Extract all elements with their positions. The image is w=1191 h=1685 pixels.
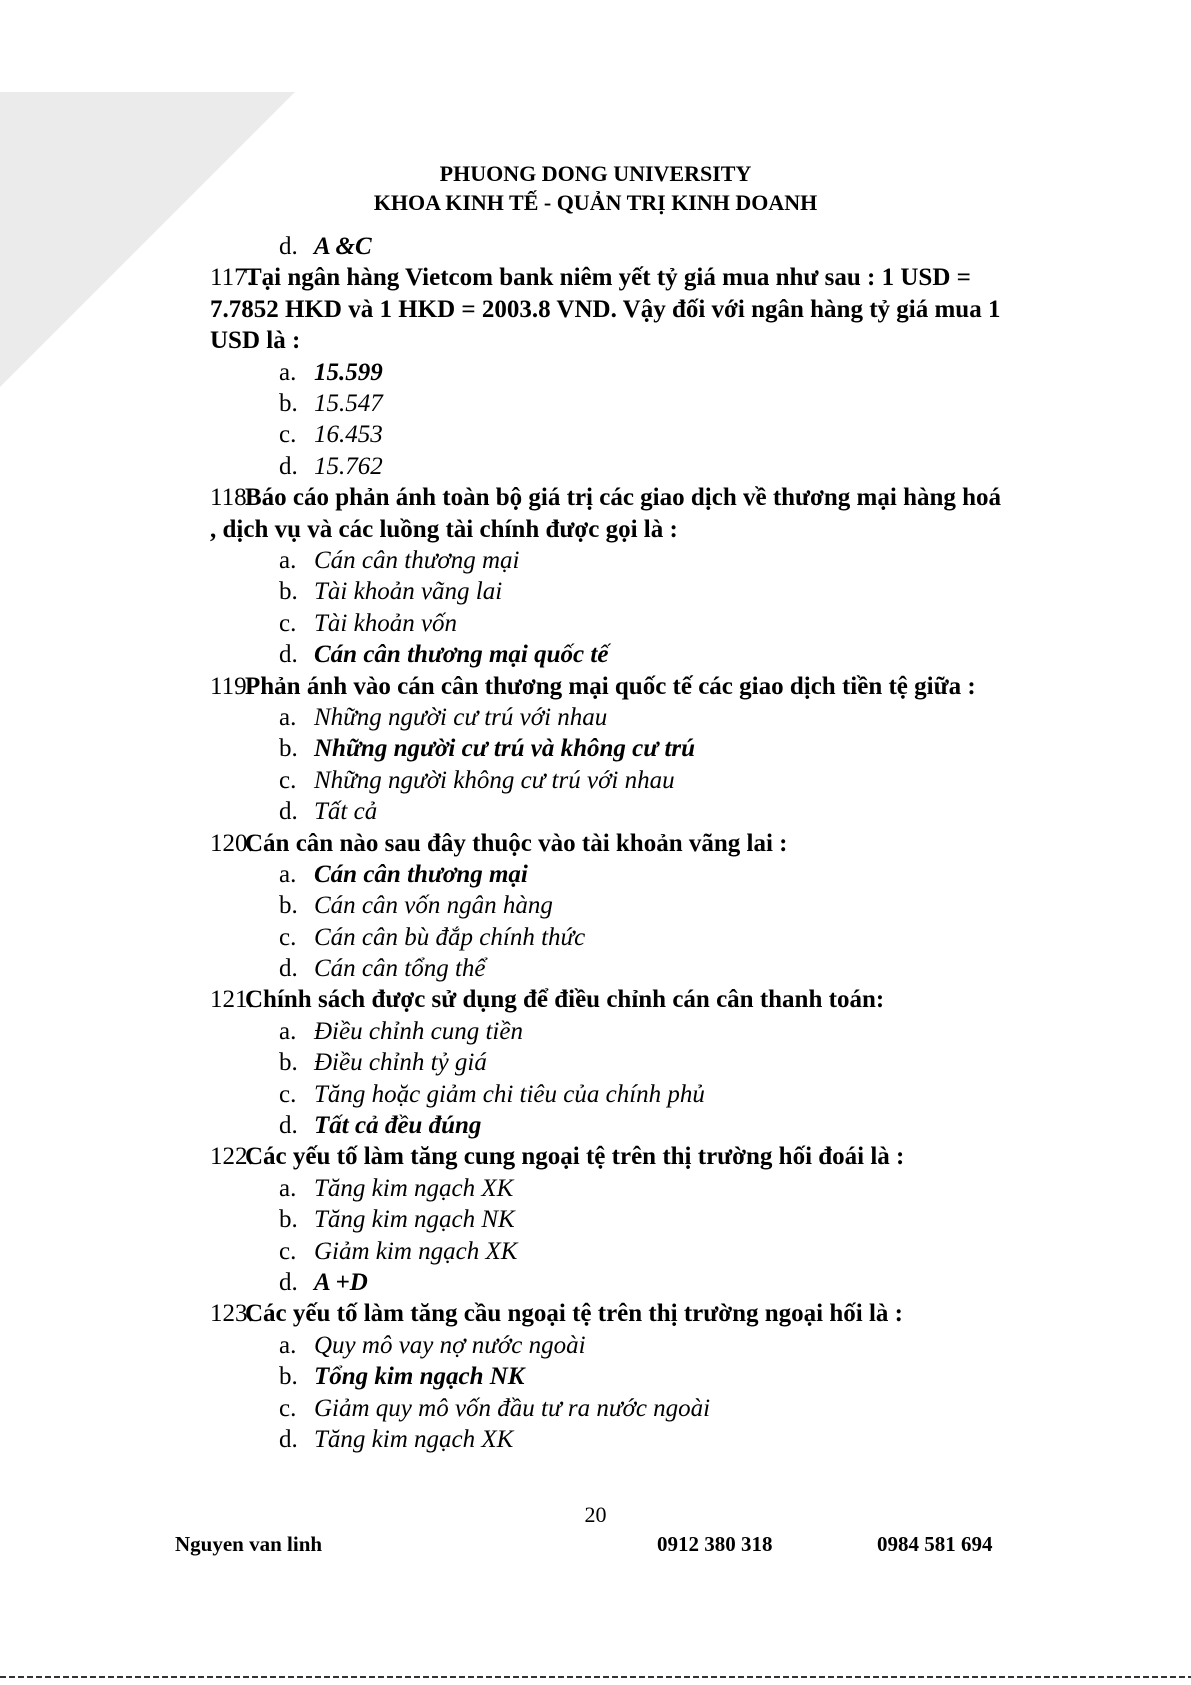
option-letter: a. — [279, 1331, 297, 1359]
question-number: 122. — [210, 1143, 254, 1171]
question-item — [0, 1298, 1005, 1329]
question-text: Các yếu tố làm tăng cầu ngoại tệ trên thị trường ngoại hối là : — [245, 1300, 903, 1328]
answer-option — [0, 796, 1191, 827]
option-text: Tăng kim ngạch NK — [314, 1206, 515, 1234]
answer-option — [0, 1393, 1191, 1424]
option-letter: a. — [279, 546, 297, 574]
question-item — [0, 671, 1005, 702]
option-text: Cán cân thương mại — [314, 546, 520, 574]
question-item — [0, 262, 1005, 356]
faculty-name: KHOA KINH TẾ - QUẢN TRỊ KINH DOANH — [373, 190, 818, 215]
option-letter: d. — [279, 641, 298, 669]
answer-option — [0, 1361, 1191, 1392]
option-letter: a. — [279, 860, 297, 888]
question-text: Phản ánh vào cán cân thương mại quốc tế các giao dịch tiền tệ giữa : — [245, 672, 976, 700]
answer-option — [0, 859, 1191, 890]
option-text: Cán cân thương mại — [314, 860, 528, 888]
option-text: Cán cân bù đắp chính thức — [314, 923, 586, 951]
option-text: 15.547 — [314, 390, 383, 417]
option-letter: c. — [279, 1080, 297, 1108]
option-letter: d. — [279, 1426, 298, 1453]
option-text: Những người cư trú và không cư trú — [314, 735, 696, 763]
option-text: A +D — [314, 1269, 368, 1297]
question-number: 120. — [210, 829, 254, 857]
answer-option — [0, 608, 1191, 639]
option-text: 16.453 — [314, 421, 383, 449]
question-text: Các yếu tố làm tăng cung ngoại tệ trên thị trường hối đoái là : — [245, 1143, 905, 1171]
option-text: Cán cân tổng thể — [314, 955, 486, 983]
option-letter: c. — [279, 766, 297, 794]
question-text: Tại ngân hàng Vietcom bank niêm yết tỷ giá mua như sau : 1 USD = 7.7852 HKD và 1 HKD = 2003.8 VND. Vậy đối với ngân hàng tỷ giá mua 1 USD là : — [210, 264, 1001, 355]
answer-option — [0, 545, 1191, 576]
option-letter: c. — [279, 923, 297, 951]
answer-option — [0, 1079, 1191, 1110]
answer-option — [0, 1267, 1191, 1298]
answer-option — [0, 1424, 1191, 1455]
option-letter: d. — [279, 955, 298, 983]
option-text: Cán cân thương mại quốc tế — [314, 641, 609, 669]
option-letter: c. — [279, 421, 297, 449]
answer-option — [0, 733, 1191, 764]
question-text: Báo cáo phản ánh toàn bộ giá trị các giao dịch về thương mại hàng hoá , dịch vụ và các luồng tài chính được gọi là : — [210, 484, 1002, 543]
option-text: Những người không cư trú với nhau — [314, 766, 675, 794]
option-letter: c. — [279, 609, 297, 637]
option-letter: b. — [279, 1049, 298, 1077]
option-text: Tăng hoặc giảm chi tiêu của chính phủ — [314, 1080, 705, 1108]
option-letter: b. — [279, 892, 298, 920]
answer-option — [0, 1047, 1191, 1078]
option-letter: d. — [279, 1112, 298, 1140]
question-number: 119. — [210, 672, 253, 700]
option-letter: d. — [279, 798, 298, 826]
answer-option — [0, 1204, 1191, 1235]
answer-option — [0, 1236, 1191, 1267]
question-item — [0, 984, 1005, 1015]
answer-option — [0, 922, 1191, 953]
answer-option — [0, 419, 1191, 450]
previous-option — [0, 231, 1191, 262]
option-letter: b. — [279, 1363, 298, 1391]
answer-option — [0, 357, 1191, 388]
option-text: Điều chỉnh cung tiền — [314, 1017, 523, 1045]
option-letter: a. — [279, 1017, 297, 1045]
question-text: Cán cân nào sau đây thuộc vào tài khoản vãng lai : — [245, 829, 788, 857]
option-text: A &C — [314, 233, 372, 260]
option-text: Tăng kim ngạch XK — [314, 1426, 514, 1453]
page-number: 20 — [584, 1502, 607, 1527]
question-number: 118. — [210, 484, 253, 512]
option-letter: d. — [279, 233, 298, 260]
answer-option — [0, 451, 1191, 482]
question-number: 117. — [210, 264, 253, 292]
option-text: Tài khoản vốn — [314, 609, 458, 637]
author-name: Nguyen van linh — [175, 1532, 323, 1556]
option-text: Giảm kim ngạch XK — [314, 1237, 518, 1265]
option-text: Tăng kim ngạch XK — [314, 1174, 514, 1202]
option-letter: b. — [279, 1206, 298, 1234]
question-text: Chính sách được sử dụng để điều chỉnh cán cân thanh toán: — [245, 986, 885, 1014]
option-text: 15.762 — [314, 452, 383, 480]
option-letter: b. — [279, 390, 298, 417]
question-list — [0, 231, 1191, 1455]
phone-number-2: 0984 581 694 — [877, 1532, 993, 1556]
option-text: Cán cân vốn ngân hàng — [314, 892, 553, 920]
option-text: Điều chỉnh tỷ giá — [314, 1049, 487, 1077]
option-text: Tất cả đều đúng — [314, 1112, 482, 1140]
answer-option — [0, 576, 1191, 607]
question-item — [0, 1141, 1005, 1172]
question-item — [0, 828, 1005, 859]
option-text: Tổng kim ngạch NK — [314, 1363, 525, 1391]
bottom-dashed-line — [0, 1676, 1191, 1678]
option-letter: b. — [279, 578, 298, 606]
answer-option — [0, 1110, 1191, 1141]
answer-option — [0, 388, 1191, 419]
option-letter: c. — [279, 1394, 297, 1422]
option-letter: a. — [279, 1174, 297, 1202]
university-name: PHUONG DONG UNIVERSITY — [439, 161, 752, 186]
question-item — [0, 482, 1005, 545]
option-text: Tất cả — [314, 798, 378, 826]
option-letter: d. — [279, 452, 298, 480]
option-letter: a. — [279, 703, 297, 731]
option-letter: d. — [279, 1269, 298, 1297]
option-text: 15.599 — [314, 358, 383, 386]
answer-option — [0, 1016, 1191, 1047]
answer-option — [0, 702, 1191, 733]
answer-option — [0, 890, 1191, 921]
option-text: Tài khoản vãng lai — [314, 578, 503, 606]
question-number: 121. — [210, 986, 254, 1014]
answer-option — [0, 639, 1191, 670]
question-number: 123. — [210, 1300, 254, 1328]
questions-container — [0, 262, 1191, 1455]
answer-option — [0, 765, 1191, 796]
option-text: Giảm quy mô vốn đầu tư ra nước ngoài — [314, 1394, 711, 1422]
option-text: Quy mô vay nợ nước ngoài — [314, 1331, 586, 1359]
answer-option — [0, 1330, 1191, 1361]
option-letter: a. — [279, 358, 297, 386]
option-letter: c. — [279, 1237, 297, 1265]
phone-number-1: 0912 380 318 — [657, 1532, 773, 1556]
answer-option — [0, 953, 1191, 984]
option-letter: b. — [279, 735, 298, 763]
option-text: Những người cư trú với nhau — [314, 703, 608, 731]
answer-option — [0, 1173, 1191, 1204]
